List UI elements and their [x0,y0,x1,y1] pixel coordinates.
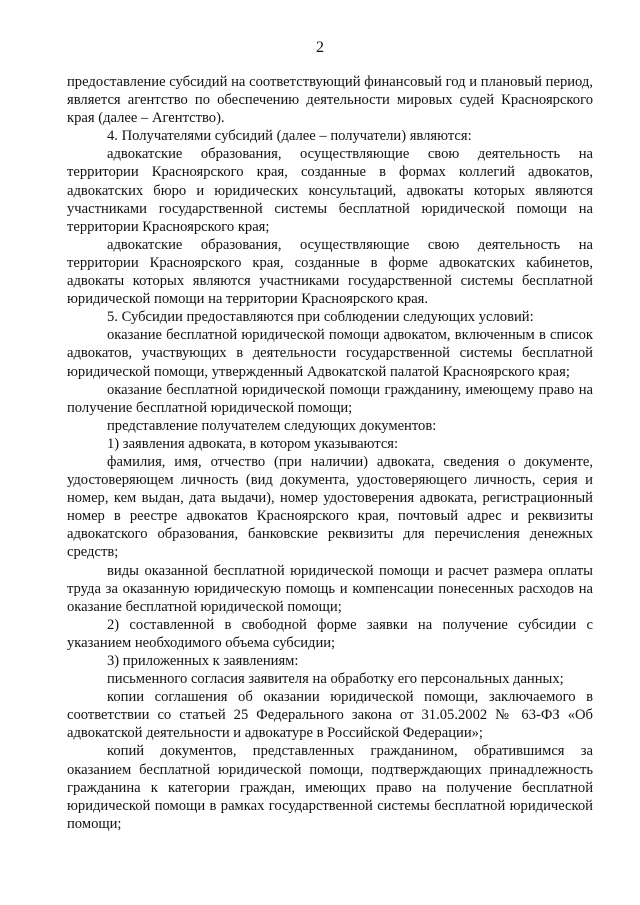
document-body [67,73,593,833]
body-paragraph: оказание бесплатной юридической помощи адвокатом, включенным в список адвокатов, участвующих в деятельности государственной системы бесплатной юридической помощи, утвержденный Адвокатской палатой Красноярского края; [67,327,593,380]
body-paragraph: 4. Получателями субсидий (далее – получатели) являются: [107,128,472,145]
body-paragraph: адвокатские образования, осуществляющие свою деятельность на территории Красноярского края, созданные в формах коллегий адвокатов, адвокатских бюро и юридических консультаций, адвокаты которых являются участниками государственной системы бесплатной юридической помощи на территории Красноярского края; [67,146,593,235]
body-paragraph: оказание бесплатной юридической помощи гражданину, имеющему право на получение бесплатной юридической помощи; [67,381,593,416]
body-paragraph: копий документов, представленных гражданином, обратившимся за оказанием бесплатной юридической помощи, подтверждающих принадлежность гражданина к категории граждан, имеющих право на получение бесплатной юридической помощи в рамках государственной системы бесплатной юридической помощи; [67,743,593,832]
body-paragraph: 1) заявления адвоката, в котором указываются: [107,435,399,452]
body-paragraph: виды оказанной бесплатной юридической помощи и расчет размера оплаты труда за оказанную юридическую помощь и компенсации понесенных расходов на оказание бесплатной юридической помощи; [67,562,593,615]
body-paragraph: предоставление субсидий на соответствующий финансовый год и плановый период, является агентство по обеспечению деятельности мировых судей Красноярского края (далее – Агентство). [67,74,593,127]
body-paragraph: копии соглашения об оказании юридической помощи, заключаемого в соответствии со статьей 25 Федерального закона от 31.05.2002 № 63-ФЗ «Об адвокатской деятельности и адвокатуре в Российской Федерации»; [67,689,593,742]
body-paragraph: 2) составленной в свободной форме заявки на получение субсидии с указанием необходимого объема субсидии; [67,616,593,651]
body-paragraph: письменного согласия заявителя на обработку его персональных данных; [107,671,564,688]
page-number: 2 [316,39,324,56]
body-paragraph: адвокатские образования, осуществляющие свою деятельность на территории Красноярского края, созданные в форме адвокатских кабинетов, адвокаты которых являются участниками государственной системы бесплатной юридической помощи на территории Красноярского края. [67,236,593,308]
body-paragraph: 3) приложенных к заявлениям: [107,653,299,669]
body-paragraph: 5. Субсидии предоставляются при соблюдении следующих условий: [107,309,534,326]
body-paragraph: представление получателем следующих документов: [107,417,437,434]
body-paragraph: фамилия, имя, отчество (при наличии) адвоката, сведения о документе, удостоверяющем личность (вид документа, удостоверяющего личность, серия и номер, кем выдан, дата выдачи), номер удостоверения адвоката, регистрационный номер в реестре адвокатов Красноярского края, почтовый адрес и реквизиты адвокатского образования, банковские реквизиты для перечисления денежных средств; [67,453,593,561]
